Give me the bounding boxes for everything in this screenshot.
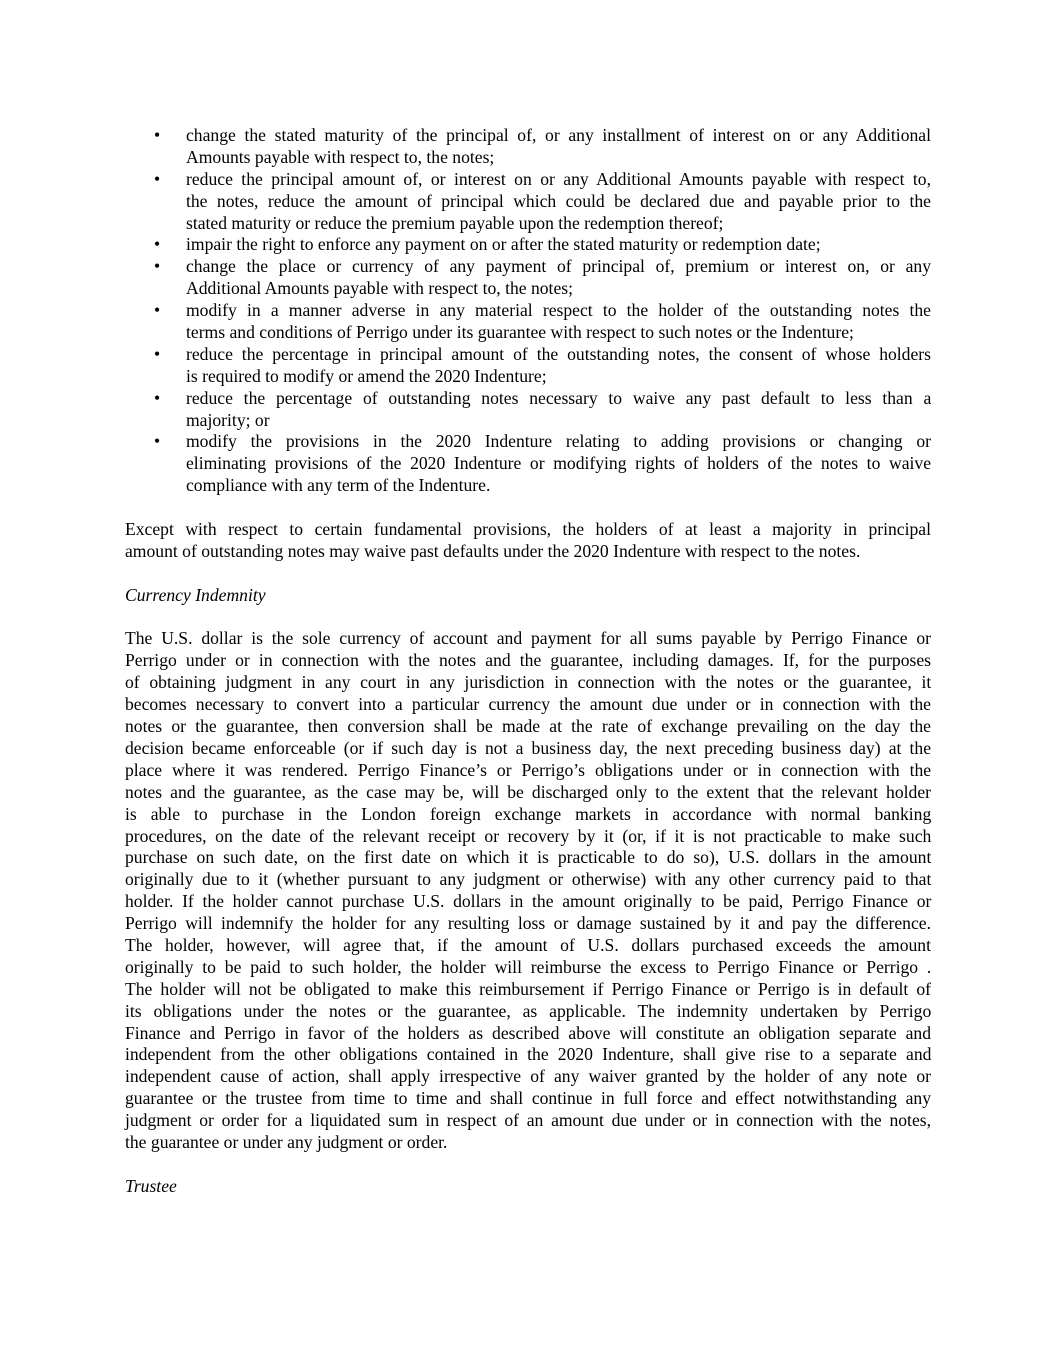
text-line: stated maturity or reduce the premium payable upon the redemption thereof; bbox=[186, 212, 724, 233]
text-line: decision became enforceable (or if such day is not a business day, the next preceding business day) at the bbox=[125, 737, 932, 758]
text-line: impair the right to enforce any payment on or after the stated maturity or redemption date; bbox=[186, 234, 821, 255]
text-line: independent cause of action, shall apply irrespective of any waiver granted by the holder of any note or bbox=[125, 1066, 931, 1087]
text-line: originally to be paid to such holder, the holder will reimburse the excess to Perrigo Finance or Perrigo . bbox=[125, 956, 932, 977]
text-line: its obligations under the notes or the guarantee, as applicable. The indemnity undertaken by Perrigo bbox=[125, 1000, 932, 1021]
text-line: modify in a manner adverse in any material respect to the holder of the outstanding notes the bbox=[186, 300, 931, 321]
text-line: notes or the guarantee, then conversion shall be made at the rate of exchange prevailing on the day the bbox=[125, 716, 931, 737]
spacer bbox=[125, 1154, 931, 1176]
currency-indemnity-paragraph bbox=[125, 628, 931, 1153]
text-line: the notes, reduce the amount of principal which could be declared due and payable prior to the bbox=[186, 190, 931, 211]
text-line: eliminating provisions of the 2020 Indenture or modifying rights of holders of the notes to waive bbox=[186, 453, 931, 474]
text-line: reduce the percentage of outstanding notes necessary to waive any past default to less than a bbox=[186, 387, 932, 408]
text-line: originally due to it (whether pursuant to any judgment or otherwise) with any other currency paid to that bbox=[125, 869, 932, 890]
text-line: place where it was rendered. Perrigo Finance’s or Perrigo’s obligations under or in connection with the bbox=[125, 759, 932, 780]
text-line: purchase on such date, on the first date on which it is practicable to do so), U.S. dollars in the amount bbox=[125, 847, 932, 868]
text-line: change the place or currency of any payment of principal of, premium or interest on, or any bbox=[186, 256, 931, 277]
bullet-item bbox=[125, 388, 931, 432]
text-line: guarantee or the trustee from time to time and shall continue in full force and effect notwithstanding any bbox=[125, 1088, 931, 1109]
bullet-icon: • bbox=[154, 387, 161, 408]
amendment-bullet-list bbox=[125, 125, 931, 497]
text-line: The holder, however, will agree that, if the amount of U.S. dollars purchased exceeds the amount bbox=[125, 934, 931, 955]
text-line: The U.S. dollar is the sole currency of account and payment for all sums payable by Perrigo Finance or bbox=[125, 628, 932, 649]
waiver-paragraph bbox=[125, 519, 931, 563]
text-line: Except with respect to certain fundamental provisions, the holders of at least a majority in principal bbox=[125, 519, 931, 540]
bullet-icon: • bbox=[154, 234, 161, 255]
section-heading-trustee: Trustee bbox=[125, 1175, 177, 1196]
text-line: The holder will not be obligated to make this reimbursement if Perrigo Finance or Perrigo is in default of bbox=[125, 978, 931, 999]
bullet-item bbox=[125, 344, 931, 388]
text-line: modify the provisions in the 2020 Indenture relating to adding provisions or changing or bbox=[186, 431, 932, 452]
text-line: the guarantee or under any judgment or order. bbox=[125, 1131, 448, 1152]
bullet-item bbox=[125, 125, 931, 169]
bullet-item bbox=[125, 234, 931, 256]
text-line: Finance and Perrigo in favor of the holders as described above will constitute an obligation separate and bbox=[125, 1022, 931, 1043]
text-line: majority; or bbox=[186, 409, 270, 430]
text-line: judgment or order for a liquidated sum in respect of an amount due under or in connection with the notes, bbox=[125, 1110, 931, 1131]
text-line: independent from the other obligations contained in the 2020 Indenture, shall give rise to a separate and bbox=[125, 1044, 932, 1065]
bullet-item bbox=[125, 256, 931, 300]
text-line: reduce the percentage in principal amount of the outstanding notes, the consent of whose holders bbox=[186, 343, 931, 364]
text-line: reduce the principal amount of, or interest on or any Additional Amounts payable with respect to, bbox=[186, 168, 931, 189]
text-line: becomes necessary to convert into a particular currency the amount due under or in connection with the bbox=[125, 694, 931, 715]
bullet-icon: • bbox=[154, 431, 161, 452]
text-line: notes and the guarantee, as the case may be, will be discharged only to the extent that the relevant holder bbox=[125, 781, 931, 802]
text-line: amount of outstanding notes may waive past defaults under the 2020 Indenture with respect to the notes. bbox=[125, 540, 861, 561]
bullet-icon: • bbox=[154, 300, 161, 321]
text-line: terms and conditions of Perrigo under its guarantee with respect to such notes or the Indenture; bbox=[186, 322, 854, 343]
bullet-item bbox=[125, 169, 931, 235]
bullet-icon: • bbox=[154, 256, 161, 277]
bullet-icon: • bbox=[154, 168, 161, 189]
text-line: Perrigo under or in connection with the notes and the guarantee, including damages. If, for the purposes bbox=[125, 650, 931, 671]
text-line: procedures, on the date of the relevant receipt or recovery by it (or, if it is not practicable to make such bbox=[125, 825, 932, 846]
bullet-icon: • bbox=[154, 343, 161, 364]
text-line: is required to modify or amend the 2020 Indenture; bbox=[186, 365, 547, 386]
bullet-icon: • bbox=[154, 125, 161, 145]
bullet-item bbox=[125, 431, 931, 497]
spacer bbox=[125, 497, 931, 519]
text-line: holder. If the holder cannot purchase U.S. dollars in the amount originally to be paid, Perrigo Finance or bbox=[125, 891, 932, 912]
text-line: of obtaining judgment in any court in any jurisdiction in connection with the notes or the guarantee, it bbox=[125, 672, 932, 693]
text-line: Perrigo will indemnify the holder for any resulting loss or damage sustained by it and pay the difference. bbox=[125, 913, 931, 934]
spacer bbox=[125, 607, 931, 629]
text-line: compliance with any term of the Indenture. bbox=[186, 475, 491, 496]
text-line: Additional Amounts payable with respect to, the notes; bbox=[186, 278, 573, 299]
text-line: change the stated maturity of the principal of, or any installment of interest on or any Additional bbox=[186, 125, 931, 145]
text-line: is able to purchase in the London foreign exchange markets in accordance with normal banking bbox=[125, 803, 932, 824]
document-page bbox=[125, 125, 931, 1198]
spacer bbox=[125, 563, 931, 585]
text-line: Amounts payable with respect to, the notes; bbox=[186, 146, 495, 167]
section-heading-currency-indemnity: Currency Indemnity bbox=[125, 584, 266, 605]
bullet-item bbox=[125, 300, 931, 344]
